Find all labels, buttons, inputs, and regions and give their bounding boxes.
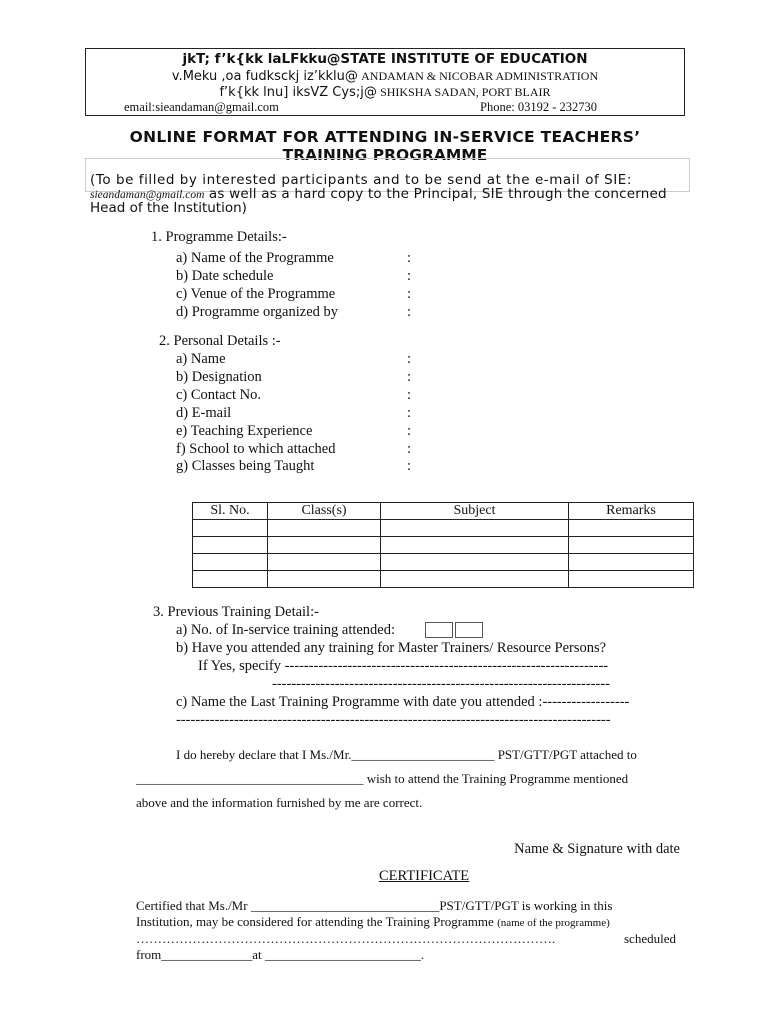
certificate-heading: CERTIFICATE <box>379 868 470 884</box>
declaration-line-2: ___________________________________ wish to attend the Training Programme mentioned <box>136 771 629 786</box>
table-cell[interactable] <box>268 554 381 571</box>
certificate-line-4: from______________at ________________________. <box>136 947 425 962</box>
colon: : <box>407 286 412 302</box>
section-2-heading: 2. Personal Details :- <box>159 333 281 349</box>
section-1-heading: 1. Programme Details:- <box>151 229 287 245</box>
form-title-line-1: ONLINE FORMAT FOR ATTENDING IN-SERVICE TEACHERS’ <box>129 128 641 146</box>
column-header-remarks: Remarks <box>569 503 694 520</box>
sie-email-inline: sieandaman@gmail.com <box>90 189 205 201</box>
administration-line <box>86 68 684 84</box>
table-cell[interactable] <box>569 571 694 588</box>
classes-table <box>192 502 694 588</box>
column-header-sl-no: Sl. No. <box>193 503 268 520</box>
table-cell[interactable] <box>193 571 268 588</box>
scheduled-text: scheduled <box>624 931 676 946</box>
master-trainer-question: b) Have you attended any training for Master Trainers/ Resource Persons? <box>176 640 607 656</box>
institute-name: jkT; f’k{kk laLFkku@STATE INSTITUTE OF EDUCATION <box>182 51 588 67</box>
declaration-line-1: I do hereby declare that I Ms./Mr.______________________ PST/GTT/PGT attached to <box>176 747 637 762</box>
training-count-label: a) No. of In-service training attended: <box>176 622 396 638</box>
contact-label: c) Contact No. <box>176 387 261 403</box>
programme-name-hint: (name of the programme) <box>497 917 610 929</box>
venue-label: c) Venue of the Programme <box>176 286 336 302</box>
table-cell[interactable] <box>268 520 381 537</box>
email-text: email:sieandaman@gmail.com <box>124 100 279 114</box>
table-cell[interactable] <box>268 537 381 554</box>
colon: : <box>407 458 412 474</box>
programme-name-label: a) Name of the Programme <box>176 250 334 266</box>
school-label: f) School to which attached <box>176 441 336 457</box>
classes-label: g) Classes being Taught <box>176 458 315 474</box>
address-line <box>86 84 684 100</box>
email-label: d) E-mail <box>176 405 232 421</box>
colon: : <box>407 369 412 385</box>
declaration-line-3: above and the information furnished by me are correct. <box>136 795 423 810</box>
instructions-line-1: (To be filled by interested participants and to be send at the e-mail of SIE: <box>90 172 632 188</box>
colon: : <box>407 304 412 320</box>
specify-line-2[interactable]: ---------------------------------------------------------------------- <box>272 676 611 692</box>
colon: : <box>407 441 412 457</box>
column-header-class: Class(s) <box>268 503 381 520</box>
table-cell[interactable] <box>569 537 694 554</box>
table-row <box>193 554 694 571</box>
column-header-subject: Subject <box>381 503 569 520</box>
form-title-line-2: TRAINING PROGRAMME <box>282 146 488 164</box>
instructions-line-2-text: as well as a hard copy to the Principal, SIE through the concerned <box>204 186 667 202</box>
colon: : <box>407 268 412 284</box>
colon: : <box>407 405 412 421</box>
table-cell[interactable] <box>381 537 569 554</box>
certificate-line-1: Certified that Ms./Mr _____________________________PST/GTT/PGT is working in this <box>136 898 613 913</box>
table-cell[interactable] <box>381 554 569 571</box>
specify-line[interactable]: If Yes, specify ------------------------------------------------------------------- <box>198 658 609 674</box>
training-count-box[interactable] <box>425 622 453 638</box>
experience-label: e) Teaching Experience <box>176 423 313 439</box>
administration-english: ANDAMAN & NICOBAR ADMINISTRATION <box>361 69 599 83</box>
colon: : <box>407 387 412 403</box>
table-cell[interactable] <box>569 520 694 537</box>
phone-text: Phone: 03192 - 232730 <box>480 100 598 114</box>
certificate-line-2-text: Institution, may be considered for attending the Training Programme <box>136 914 494 929</box>
table-cell[interactable] <box>381 571 569 588</box>
colon: : <box>407 423 412 439</box>
training-count-box[interactable] <box>455 622 483 638</box>
name-label: a) Name <box>176 351 226 367</box>
table-row <box>193 571 694 588</box>
table-cell[interactable] <box>193 520 268 537</box>
colon: : <box>407 351 412 367</box>
table-cell[interactable] <box>193 537 268 554</box>
date-schedule-label: b) Date schedule <box>176 268 274 284</box>
table-cell[interactable] <box>193 554 268 571</box>
certificate-line-2 <box>136 914 610 930</box>
address-english: SHIKSHA SADAN, PORT BLAIR <box>380 85 551 99</box>
instructions-line-3: Head of the Institution) <box>90 200 247 216</box>
table-cell[interactable] <box>569 554 694 571</box>
last-training-label[interactable]: c) Name the Last Training Programme with date you attended :------------------ <box>176 694 630 710</box>
section-3-heading: 3. Previous Training Detail:- <box>153 604 319 620</box>
header-box <box>85 48 685 116</box>
table-row <box>193 520 694 537</box>
table-cell[interactable] <box>268 571 381 588</box>
table-header-row <box>193 503 694 520</box>
organized-by-label: d) Programme organized by <box>176 304 339 320</box>
colon: : <box>407 250 412 266</box>
last-training-line-2[interactable]: ------------------------------------------------------------------------------------------ <box>176 712 611 728</box>
table-cell[interactable] <box>381 520 569 537</box>
administration-hindi: v.Meku ,oa fudksckj iz’kklu@ <box>171 69 358 84</box>
designation-label: b) Designation <box>176 369 262 385</box>
certificate-dotted-line: ……………………………………………………………………………………. <box>136 931 556 946</box>
signature-label: Name & Signature with date <box>514 841 680 857</box>
address-hindi: f’k{kk lnu] iksVZ Cys;j@ <box>219 85 377 100</box>
table-row <box>193 537 694 554</box>
